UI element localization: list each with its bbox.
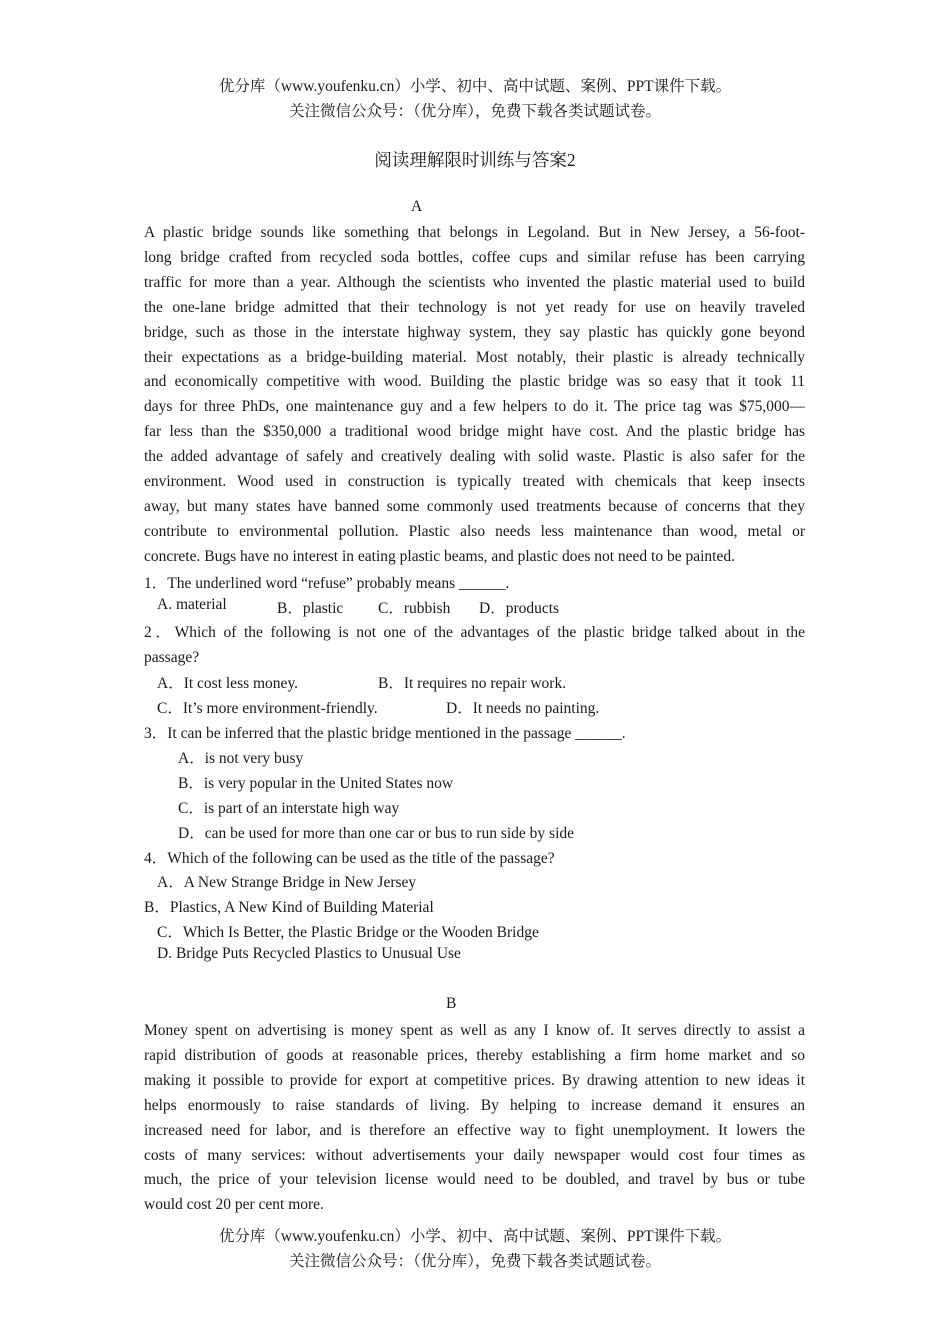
question-4-option-d: D. Bridge Puts Recycled Plastics to Unusual Use	[157, 945, 461, 962]
header-line-1: 优分库（www.youfenku.cn）小学、初中、高中试题、案例、PPT课件下载。	[218, 78, 732, 95]
question-3-option-b: B．is very popular in the United States now	[178, 775, 454, 792]
paragraph-line: concrete. Bugs have no interest in eating plastic beams, and plastic does not need to be painted.	[144, 547, 735, 565]
question-1-option-a: A. material	[157, 596, 227, 613]
section-b-paragraph	[144, 1019, 805, 1218]
question-2-option-d: D．It needs no painting.	[446, 700, 600, 717]
question-3-option-d: D．can be used for more than one car or bus to run side by side	[178, 825, 574, 842]
paragraph-line: far less than the $350,000 a traditional wood bridge might have cost. And the plastic bridge has	[144, 423, 805, 441]
page-title: 阅读理解限时训练与答案2	[374, 150, 576, 170]
question-2-stem-line-1: 2．Which of the following is not one of the advantages of the plastic bridge talked about in the	[144, 624, 805, 641]
question-1-stem: 1．The underlined word “refuse” probably means ______.	[144, 575, 510, 592]
question-3-stem: 3．It can be inferred that the plastic bridge mentioned in the passage ______.	[144, 725, 626, 742]
question-4-stem: 4．Which of the following can be used as the title of the passage?	[144, 850, 555, 867]
question-2-option-a: A．It cost less money.	[157, 675, 299, 692]
section-b-label: B	[446, 995, 457, 1012]
paragraph-line: their expectations as a bridge-building material. Most notably, their plastic is already technically	[144, 348, 805, 366]
question-4-option-b: B．Plastics, A New Kind of Building Material	[144, 899, 434, 916]
question-4-option-c: C．Which Is Better, the Plastic Bridge or the Wooden Bridge	[157, 924, 539, 941]
paragraph-line: away, but many states have banned some commonly used treatments because of concerns that they	[144, 497, 805, 515]
header-line-2: 关注微信公众号：（优分库），免费下载各类试题试卷。	[288, 103, 661, 120]
question-1-option-b: B．plastic	[277, 600, 344, 617]
paragraph-line: traffic for more than a year. Although the scientists who invented the plastic material used to build	[144, 273, 805, 291]
footer-line-2: 关注微信公众号：（优分库），免费下载各类试题试卷。	[288, 1253, 661, 1270]
question-1-option-c: C．rubbish	[378, 600, 451, 617]
paragraph-line: helps enormously to raise standards of living. By helping to increase demand it ensures an	[144, 1096, 805, 1114]
question-2-stem	[144, 621, 805, 671]
question-3-option-c: C．is part of an interstate high way	[178, 800, 400, 817]
question-1-option-d: D．products	[479, 600, 560, 617]
paragraph-line: would cost 20 per cent more.	[144, 1196, 324, 1214]
paragraph-line: Money spent on advertising is money spent as well as any I know of. It serves directly to assist a	[144, 1022, 805, 1039]
paragraph-line: days for three PhDs, one maintenance guy and a few helpers to do it. The price tag was $75,000—	[144, 398, 805, 416]
question-2-option-c: C．It’s more environment-friendly.	[157, 700, 378, 717]
paragraph-line: contribute to environmental pollution. Plastic also needs less maintenance than wood, metal or	[144, 522, 805, 540]
question-3-option-a: A．is not very busy	[178, 750, 304, 767]
paragraph-line: the added advantage of safely and creatively dealing with solid waste. Plastic is also safer for the	[144, 448, 805, 466]
paragraph-line: increased need for labor, and is therefore an effective way to fight unemployment. It lowers the	[144, 1121, 805, 1139]
paragraph-line: much, the price of your television license would need to be doubled, and travel by bus or tube	[144, 1171, 805, 1189]
paragraph-line: and economically competitive with wood. Building the plastic bridge was so easy that it took 11	[144, 373, 805, 391]
paragraph-line: rapid distribution of goods at reasonable prices, thereby establishing a firm home market and so	[144, 1046, 805, 1064]
paragraph-line: A plastic bridge sounds like something that belongs in Legoland. But in New Jersey, a 56-foot-	[144, 224, 805, 241]
paragraph-line: making it possible to provide for export at competitive prices. By drawing attention to new ideas it	[144, 1071, 805, 1089]
paragraph-line: environment. Wood used in construction is typically treated with chemicals that keep insects	[144, 473, 805, 491]
question-2-stem-line-2: passage?	[144, 648, 200, 666]
paragraph-line: bridge, such as those in the interstate highway system, they say plastic has quickly gone beyond	[144, 323, 805, 341]
paragraph-line: costs of many services: without advertisements your daily newspaper would cost four times as	[144, 1146, 805, 1164]
question-4-option-a: A．A New Strange Bridge in New Jersey	[157, 874, 417, 891]
paragraph-line: the one-lane bridge admitted that their technology is not yet ready for use on heavily traveled	[144, 298, 805, 316]
footer-line-1: 优分库（www.youfenku.cn）小学、初中、高中试题、案例、PPT课件下载。	[218, 1228, 732, 1245]
section-a-label: A	[411, 198, 423, 215]
question-2-option-b: B．It requires no repair work.	[378, 675, 567, 692]
paragraph-line: long bridge crafted from recycled soda bottles, coffee cups and similar refuse has been carrying	[144, 248, 805, 266]
section-a-paragraph	[144, 221, 805, 570]
